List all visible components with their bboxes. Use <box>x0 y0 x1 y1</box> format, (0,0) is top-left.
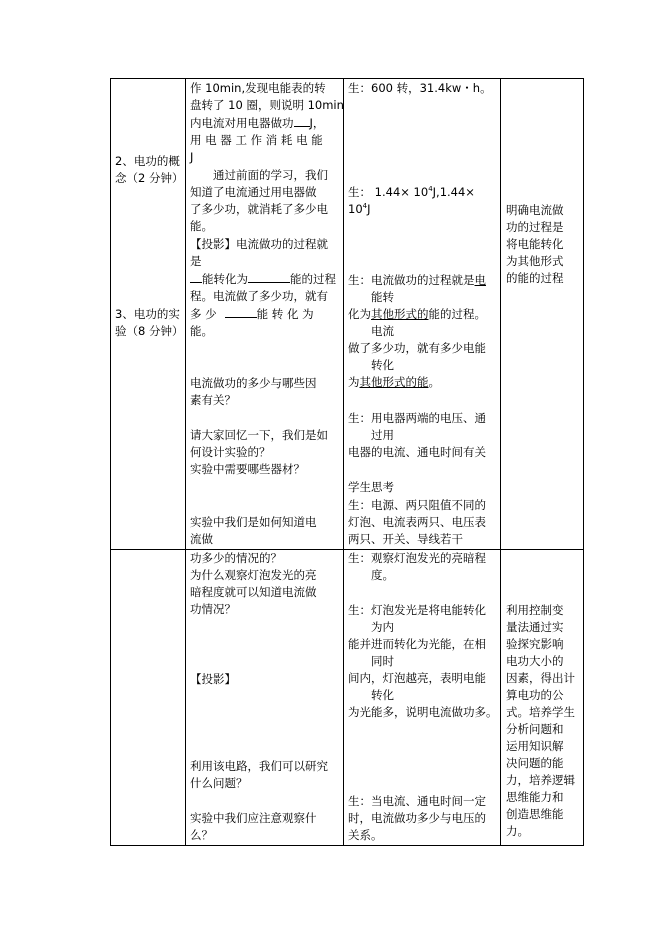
text-line: 电流 <box>371 324 394 338</box>
teacher-review <box>190 167 328 235</box>
text-line: 盘转了 10 圈，则说明 10min <box>190 98 344 112</box>
student-circuit-answer <box>348 793 486 844</box>
text-line: 时，电流做功多少与电压的 <box>348 811 486 825</box>
teacher-why-question <box>190 567 317 618</box>
text-line: 功情况？ <box>190 602 236 616</box>
text-fragment: J,1.44× <box>432 185 475 199</box>
text-line: 作 10min,发现电能表的转 <box>190 81 326 95</box>
text-fragment: 10 <box>348 202 363 216</box>
blank-line <box>294 114 310 127</box>
section-label-line: 2、电功的概 <box>115 154 180 168</box>
table-top-border <box>110 78 584 79</box>
text-line <box>348 306 486 323</box>
exponent: 4 <box>428 185 433 194</box>
text-line: 请大家回忆一下，我们是如 <box>190 428 328 442</box>
text-line: 【投影】电流做功的过程就 <box>190 237 328 251</box>
student-answer-energy <box>348 184 475 218</box>
text-line: 能。 <box>190 219 213 233</box>
text-line: 利用该电路，我们可以研究 <box>190 759 328 773</box>
section-label-line: 验（8 分钟） <box>115 324 184 338</box>
text-line: J <box>190 150 194 164</box>
text-line: 实验中我们是如何知道电 <box>190 515 317 529</box>
text-fragment: 生： 1.44× 10 <box>348 185 429 199</box>
text-line: 为内 <box>371 620 394 634</box>
blank-line <box>190 270 202 283</box>
text-line: 生：观察灯泡发光的亮暗程 <box>348 551 486 565</box>
teacher-recall-question <box>190 427 328 478</box>
text-line <box>348 272 486 289</box>
col-divider-3 <box>500 78 501 846</box>
text-line: 学生思考 <box>348 480 394 494</box>
text-line <box>348 184 475 201</box>
teacher-circuit-question <box>190 758 328 792</box>
text-fragment: J， <box>309 116 325 130</box>
text-line: 生：600 转，31.4kw・h。 <box>348 81 492 95</box>
text-line: 实验中需要哪些器材？ <box>190 462 305 476</box>
text-line: 验探究影响 <box>506 637 564 651</box>
teacher-continued <box>190 550 282 567</box>
text-line: 通过前面的学习，我们 <box>213 168 328 182</box>
text-line: 生：电源、两只阻值不同的 <box>348 498 486 512</box>
design-intent-2 <box>506 602 575 840</box>
section-label-line: 3、电功的实 <box>115 307 180 321</box>
section-label-line: 念（2 分钟） <box>115 171 184 185</box>
text-line: 为其他形式 <box>506 254 564 268</box>
table-left-border <box>110 78 111 846</box>
student-answer-factors <box>348 410 486 461</box>
text-line: 为光能多，说明电流做功多。 <box>348 705 498 719</box>
text-line: 将电能转化 <box>506 237 564 251</box>
exponent: 4 <box>362 202 368 211</box>
text-fragment: 化为 <box>348 307 371 321</box>
text-fragment: 能转化为 <box>202 272 248 286</box>
text-line: 两只、开关、导线若干 <box>348 532 463 546</box>
underlined-text: 其他形式的 <box>371 307 429 321</box>
text-line: 利用控制变 <box>506 603 564 617</box>
text-fragment: 多 少 <box>190 307 217 321</box>
text-line: 运用知识解 <box>506 739 564 753</box>
text-line: 么？ <box>190 828 213 842</box>
text-line: 功的过程是 <box>506 220 564 234</box>
student-answer-equipment <box>348 497 486 548</box>
text-line: 实验中我们应注意观察什 <box>190 811 317 825</box>
text-line: 转化 <box>371 688 394 702</box>
text-line: 什么问题？ <box>190 776 248 790</box>
col-divider-2 <box>343 78 344 846</box>
text-fragment: 内电流对用电器做功 <box>190 116 294 130</box>
text-line: 为什么观察灯泡发光的亮 <box>190 568 317 582</box>
text-fragment: 为 <box>348 375 360 389</box>
text-line: 灯泡、电流表两只、电压表 <box>348 515 486 529</box>
teacher-projection-2 <box>190 671 236 688</box>
text-line <box>348 374 486 391</box>
table-bottom-border <box>110 845 584 846</box>
text-line: 功多少的情况的？ <box>190 551 282 565</box>
blank-line <box>248 270 290 283</box>
text-fragment: J <box>367 202 371 216</box>
text-line <box>190 270 336 288</box>
table-right-border <box>583 78 584 846</box>
text-line: 何设计实验的？ <box>190 445 271 459</box>
text-line: 因素，得出计 <box>506 671 575 685</box>
section-label-experiment <box>115 306 183 340</box>
text-line: 量法通过实 <box>506 620 564 634</box>
text-line: 度。 <box>371 568 394 582</box>
text-line: 电器的电流、通电时间有关 <box>348 445 486 459</box>
text-line: 生：用电器两端的电压、通 <box>348 411 486 425</box>
teacher-question-meter <box>190 80 344 166</box>
text-line: 流做 <box>190 532 213 546</box>
blank-line <box>225 305 257 318</box>
text-line: 决问题的能 <box>506 756 564 770</box>
design-intent-1 <box>506 202 564 287</box>
text-fragment: 能的过程 <box>290 272 336 286</box>
text-line: 明确电流做 <box>506 203 564 217</box>
teacher-projection <box>190 236 336 340</box>
student-answer-process <box>348 272 486 391</box>
text-fragment: 。 <box>428 375 440 389</box>
text-line: 知道了电流通过用电器做 <box>190 185 317 199</box>
teacher-factors-question <box>190 375 317 409</box>
text-line: 过用 <box>371 428 394 442</box>
underlined-text: 电 <box>474 273 486 287</box>
text-line: 式。培养学生 <box>506 705 575 719</box>
text-line: 暗程度就可以知道电流做 <box>190 585 317 599</box>
text-fragment: 能的过程。 <box>428 307 486 321</box>
teacher-how-question <box>190 514 317 548</box>
student-answer-meter <box>348 80 492 97</box>
text-line: 能。 <box>190 324 213 338</box>
text-line: 关系。 <box>348 828 383 842</box>
student-thinking <box>348 479 394 496</box>
text-line <box>190 305 336 323</box>
section-label-concept <box>115 153 183 187</box>
text-line: 力。 <box>506 824 529 838</box>
student-observe <box>348 550 486 584</box>
text-line: 电流做功的多少与哪些因 <box>190 376 317 390</box>
teacher-observe-question <box>190 810 317 844</box>
student-why-answer <box>348 602 498 721</box>
text-line: 同时 <box>371 654 394 668</box>
text-line <box>190 114 344 132</box>
text-line: 算电功的公 <box>506 688 564 702</box>
text-line: 程。电流做了多少功，就有 <box>190 289 328 303</box>
text-line: 创造思维能 <box>506 807 564 821</box>
text-line: 的能的过程 <box>506 271 564 285</box>
text-line: 生：当电流、通电时间一定 <box>348 794 486 808</box>
text-line: 能并进而转化为光能，在相 <box>348 637 486 651</box>
text-fragment: 生：电流做功的过程就是 <box>348 273 475 287</box>
text-line: 做了多少功，就有多少电能 <box>348 341 486 355</box>
underlined-text: 其他形式的能 <box>359 375 429 389</box>
text-line: 用 电 器 工 作 消 耗 电 能 <box>190 133 323 147</box>
text-line: 素有关？ <box>190 393 236 407</box>
text-fragment: 能 转 化 为 <box>256 307 314 321</box>
text-line: 【投影】 <box>190 672 236 686</box>
text-line: 思维能力和 <box>506 790 564 804</box>
text-line: 生：灯泡发光是将电能转化 <box>348 603 486 617</box>
text-line: 分析问题和 <box>506 722 564 736</box>
row-divider <box>110 549 584 550</box>
text-line: 了多少功，就消耗了多少电 <box>190 202 328 216</box>
text-line: 转化 <box>371 358 394 372</box>
text-line: 是 <box>190 254 202 268</box>
text-line: 间内，灯泡越亮，表明电能 <box>348 671 486 685</box>
text-line <box>348 201 475 218</box>
text-line: 电功大小的 <box>506 654 564 668</box>
text-line: 能转 <box>371 290 394 304</box>
text-line: 力，培养逻辑 <box>506 773 575 787</box>
col-divider-1 <box>185 78 186 846</box>
